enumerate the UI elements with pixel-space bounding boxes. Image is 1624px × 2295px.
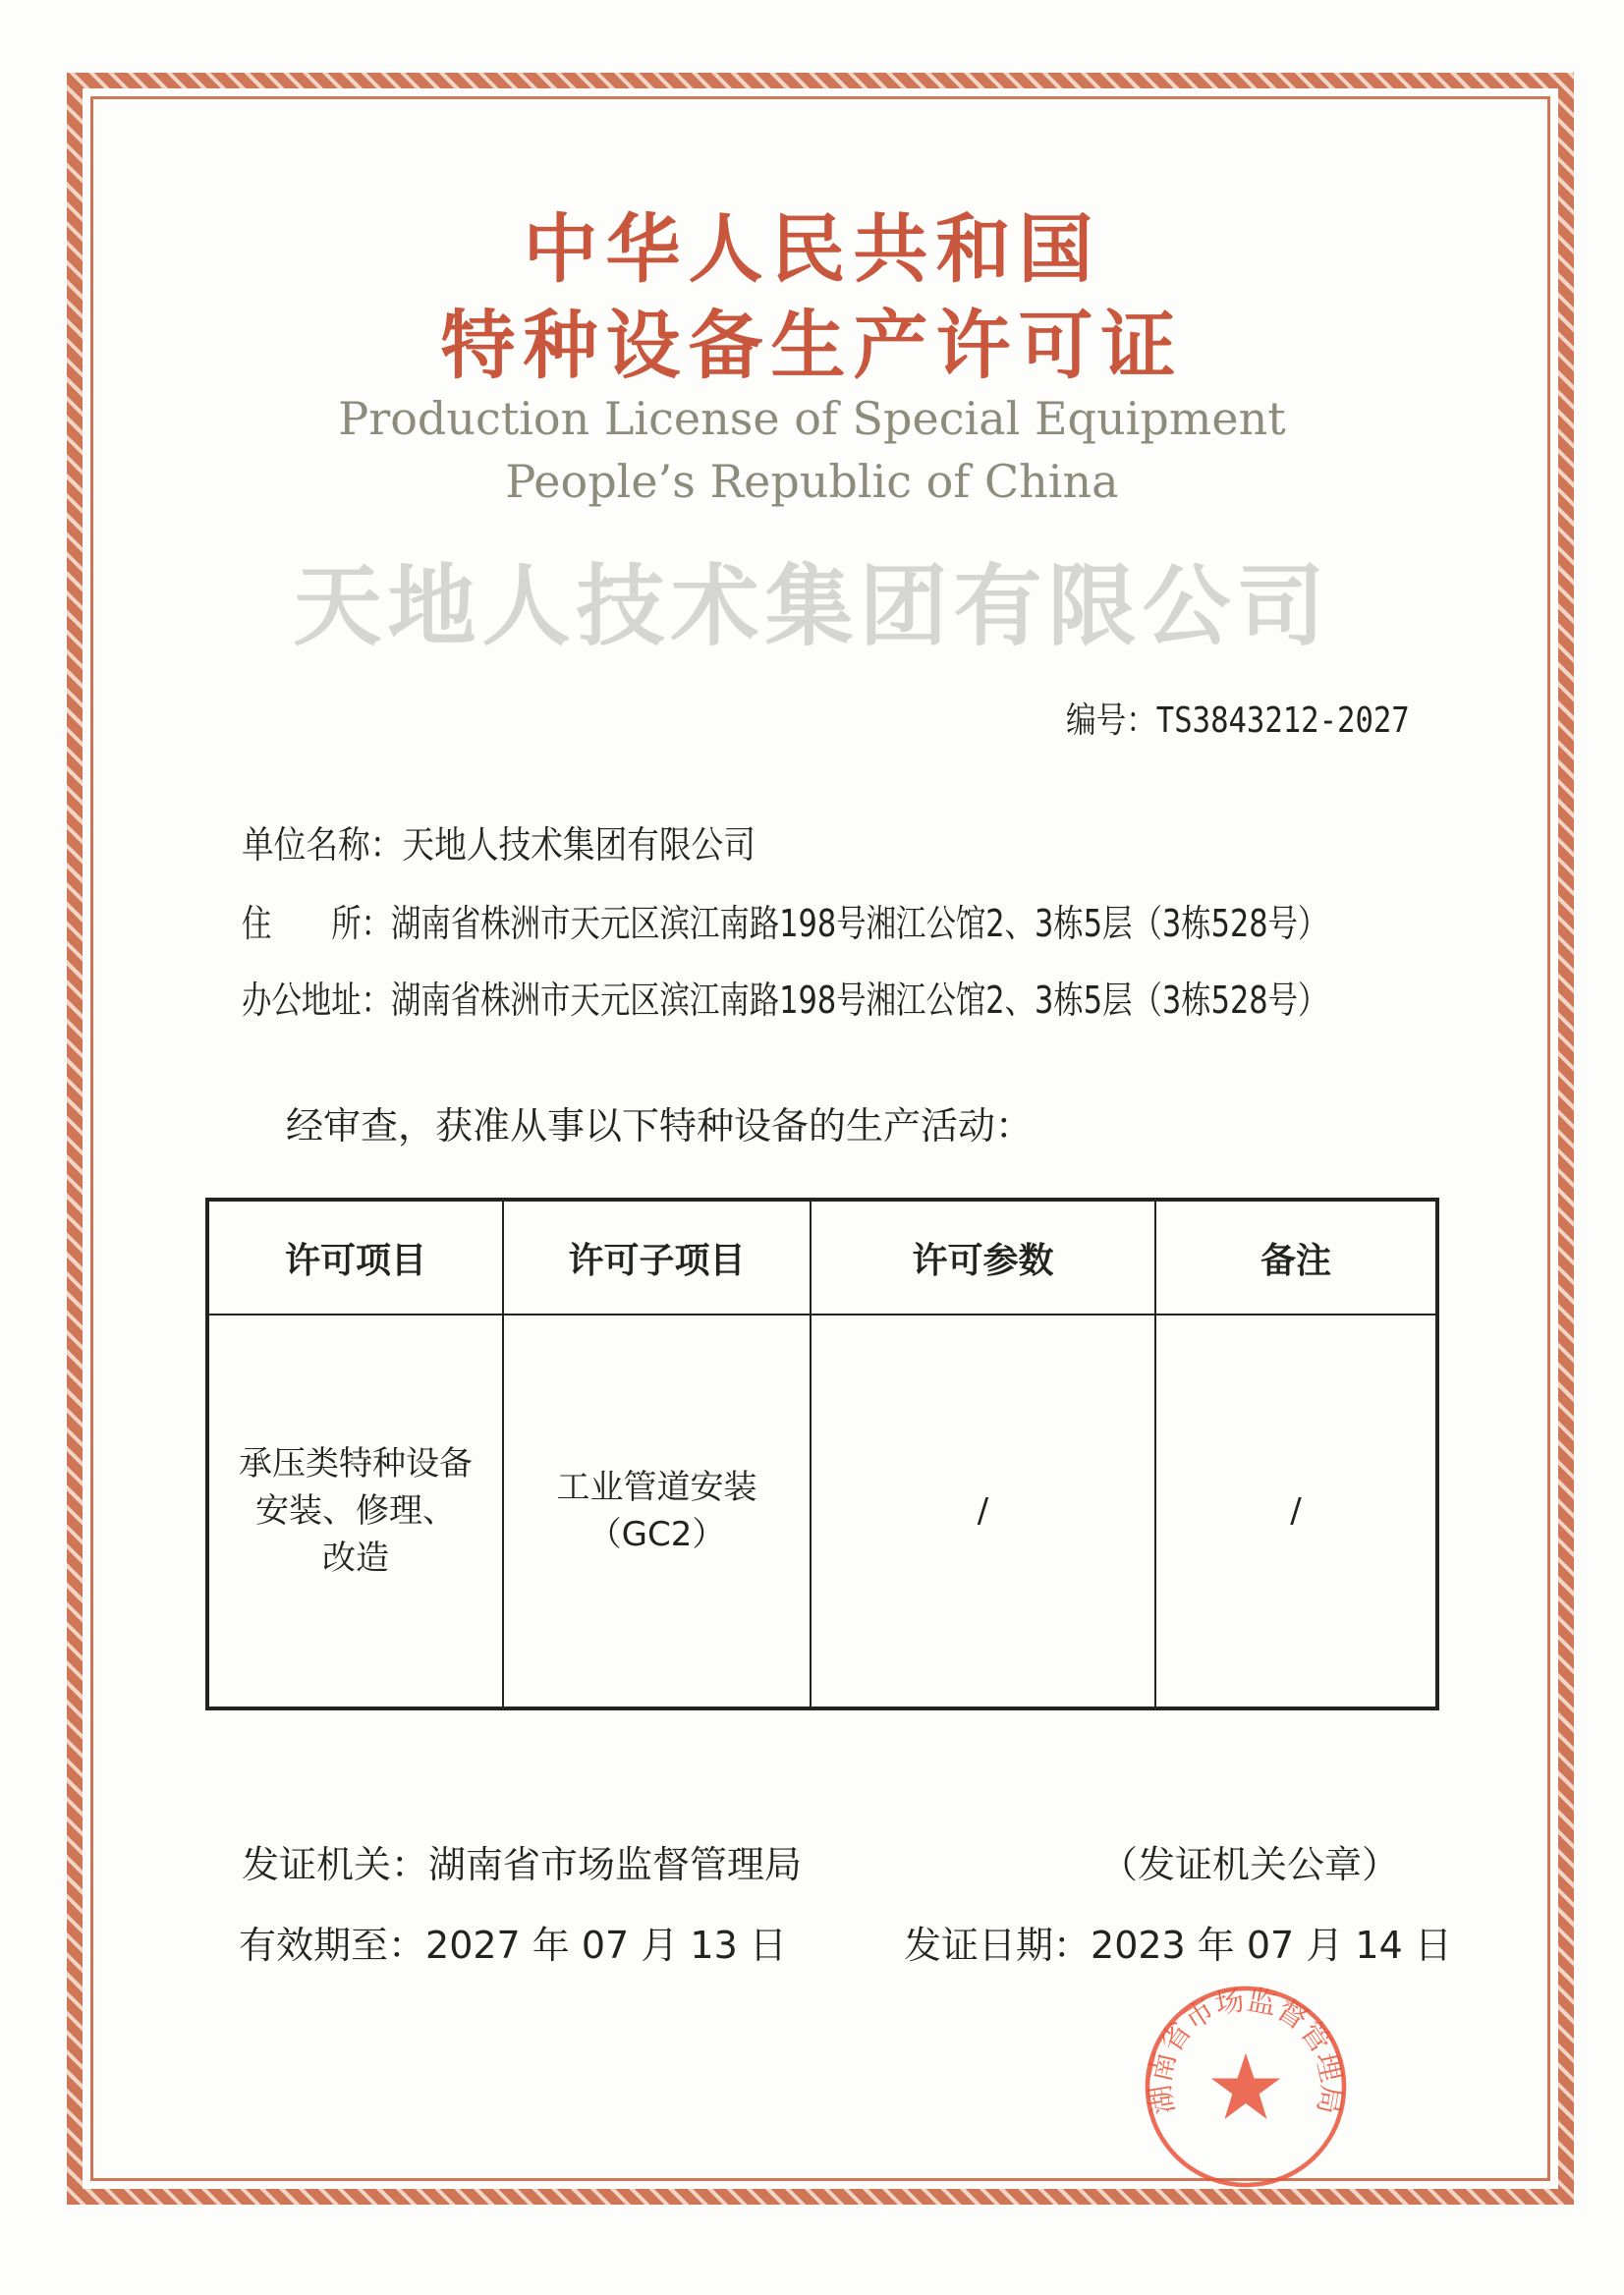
issue-date-value: 2023 年 07 月 14 日 [1091, 1924, 1452, 1967]
table-row [207, 1315, 1437, 1708]
title-line1: 中华人民共和国 [523, 205, 1101, 293]
header-parameters: 许可参数 [811, 1200, 1155, 1315]
residence-label: 住 所： [242, 902, 392, 945]
issuer-row [242, 1843, 802, 1888]
valid-until-row [239, 1924, 787, 1969]
residence-value: 湖南省株洲市天元区滨江南路198号湘江公馆2、3栋5层（3栋528号） [391, 902, 1328, 945]
office-address-row [242, 979, 1327, 1024]
seal-caption: （发证机关公章） [1100, 1843, 1400, 1886]
office-address-label: 办公地址： [242, 979, 392, 1022]
item-line: 安装、修理、 [255, 1491, 456, 1531]
star-icon [1211, 2053, 1280, 2119]
english-title-line2: People’s Republic of China [505, 455, 1119, 508]
unit-name-label: 单位名称： [242, 823, 403, 867]
header-sub-item: 许可子项目 [503, 1200, 811, 1315]
table-header-row [207, 1200, 1437, 1315]
watermark: 天地人技术集团有限公司 [293, 554, 1331, 658]
approval-text: 经审查，获准从事以下特种设备的生产活动： [286, 1104, 1034, 1148]
residence-row [242, 902, 1327, 947]
item-line: 改造 [322, 1539, 389, 1578]
issue-date-row [904, 1924, 1452, 1969]
title-line2: 特种设备生产许可证 [440, 302, 1184, 389]
cell-license-item [207, 1315, 503, 1708]
item-line: 承压类特种设备 [239, 1444, 473, 1483]
unit-name-value: 天地人技术集团有限公司 [402, 823, 756, 867]
header-remarks: 备注 [1155, 1200, 1437, 1315]
office-address-value: 湖南省株洲市天元区滨江南路198号湘江公馆2、3栋5层（3栋528号） [391, 979, 1328, 1022]
valid-until-label: 有效期至： [239, 1924, 426, 1967]
sub-item-line: 工业管道安装 [556, 1468, 757, 1507]
issue-date-label: 发证日期： [904, 1924, 1092, 1967]
issuer-label: 发证机关： [242, 1843, 429, 1886]
unit-name-row [242, 823, 756, 868]
cell-sub-item [503, 1315, 811, 1708]
license-number: 编号：TS3843212-2027 [1066, 700, 1410, 741]
valid-until-value: 2027 年 07 月 13 日 [425, 1924, 787, 1967]
header-license-item: 许可项目 [207, 1200, 503, 1315]
seal-text: 湖南省市场监督管理局 [1143, 1983, 1349, 2117]
english-title-line1: Production License of Special Equipment [338, 392, 1286, 445]
issuer-value: 湖南省市场监督管理局 [428, 1843, 803, 1886]
cell-remarks: / [1155, 1315, 1437, 1708]
official-seal [1140, 1981, 1352, 2193]
cell-parameters: / [811, 1315, 1155, 1708]
sub-item-line: （GC2） [588, 1515, 726, 1554]
license-table [205, 1198, 1439, 1710]
